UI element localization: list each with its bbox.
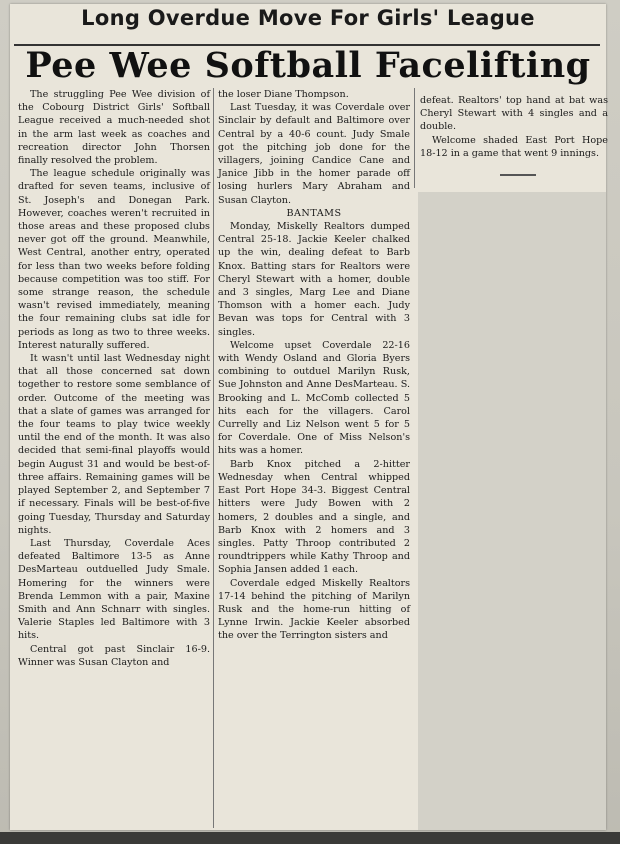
paragraph: Monday, Miskelly Realtors dumped Central 25-18. Jackie Keeler chalked up the win, dealing defeat to Barb Knox. Batting stars for Realtors were Cheryl Stewart with a homer, double and 3 singles, Marg Lee and Diane Thomson with a homer each. Judy Bevan was tops for Central with 3 singles. <box>218 221 410 338</box>
main-headline: Pee Wee Softball Facelifting <box>25 45 591 86</box>
blank-area <box>418 192 606 830</box>
paragraph: The league schedule originally was drafted for seven teams, inclusive of St. Joseph's and Donegan Park. However, coaches weren't recruited in those areas and these proposed clubs never got off the ground. Meanwhile, West Central, another entry, operated for less than two weeks before folding because competition was too stiff. For some strange reason, the schedule wasn't revised immediately, meaning the four remaining clubs sat idle for periods as long as two to three weeks. Interest naturally suffered. <box>18 168 210 351</box>
column-divider <box>414 88 415 188</box>
paragraph: Last Thursday, Coverdale Aces defeated Baltimore 13-5 as Anne DesMarteau outduelled Judy Smale. Homering for the winners were Brenda Lemmon with a pair, Maxine Smith and Ann Schnarr with singles. Valerie Staples led Baltimore with 3 hits. <box>18 537 210 642</box>
paragraph: Barb Knox pitched a 2-hitter Wednesday when Central whipped East Port Hope 34-3. Biggest Central hitters were Judy Bowen with 2 homers, 2 doubles and a single, and Barb Knox with 2 homers and 3 singles. Patty Throop contributed 2 roundtrippers while Kathy Throop and Sophia Jansen added 1 each. <box>218 458 410 576</box>
paragraph: Welcome shaded East Port Hope 18-12 in a game that went 9 innings. <box>420 134 608 159</box>
column-two <box>218 88 410 643</box>
paragraph: Welcome upset Coverdale 22-16 with Wendy Osland and Gloria Byers combining to outduel Marilyn Rusk, Sue Johnston and Anne DesMarteau. S. Brooking and L. McComb collected 5 hits each for the villagers. Carol Currelly and Liz Nelson went 5 for 5 for Coverdale. One of Miss Nelson's hits was a homer. <box>218 339 410 457</box>
paragraph: Coverdale edged Miskelly Realtors 17-14 behind the pitching of Marilyn Rusk and the home-run hitting of Lynne Irwin. Jackie Keeler absorbed the over the Terrington sisters and <box>218 577 410 642</box>
column-one <box>18 88 210 669</box>
paragraph: It wasn't until last Wednesday night that all those concerned sat down together to restore some semblance of order. Outcome of the meeting was that a slate of games was arranged for the four teams to play twice weekly until the end of the month. It was also decided that semi-final playoffs would begin August 31 and would be best-of-three affairs. Remaining games will be played September 2, and September 7 if necessary. Finals will be best-of-five going Tuesday, Thursday and Saturday nights. <box>18 353 210 536</box>
section-heading: BANTAMS <box>286 207 342 219</box>
scan-bottom-edge <box>0 832 620 844</box>
end-mark <box>500 174 536 176</box>
paragraph-continued: defeat. Realtors' top hand at bat was Cheryl Stewart with 4 singles and a double. <box>420 95 608 133</box>
paragraph: Last Tuesday, it was Coverdale over Sinclair by default and Baltimore over Central by a 40-6 count. Judy Smale got the pitching job done for the villagers, joining Candice Cane and Janice Jibb in the homer parade off losing hurlers Mary Abraham and Susan Clayton. <box>218 102 410 206</box>
paragraph: The struggling Pee Wee division of the Cobourg District Girls' Softball League received a much-needed shot in the arm last week as coaches and recreation director John Thorsen finally resolved the problem. <box>18 89 210 167</box>
column-three <box>420 94 608 160</box>
column-divider <box>213 88 214 828</box>
kicker-headline: Long Overdue Move For Girls' League <box>81 6 535 30</box>
paragraph: Central got past Sinclair 16-9. Winner was Susan Clayton and <box>18 643 210 668</box>
paragraph-continued: the loser Diane Thompson. <box>218 89 349 100</box>
